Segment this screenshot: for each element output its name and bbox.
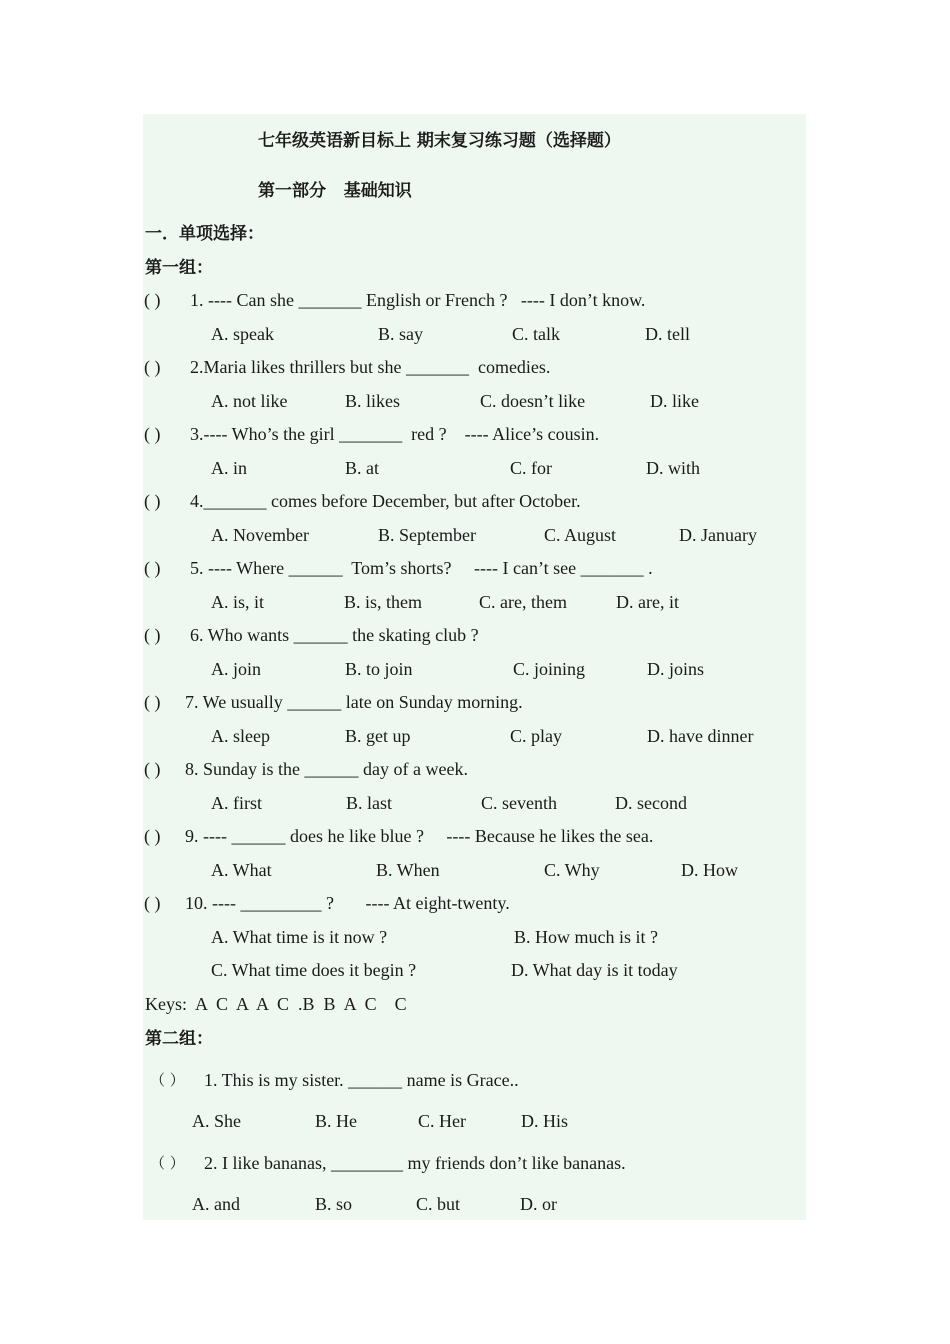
option-c: C. for bbox=[510, 458, 552, 478]
question-text: 5. ---- Where ______ Tom’s shorts? ---- I can’t see _______ . bbox=[190, 558, 653, 578]
answer-paren: （ ） bbox=[150, 1071, 185, 1089]
answer-paren: ( ) bbox=[144, 893, 161, 913]
option-a: A. first bbox=[211, 793, 262, 813]
option-b: B. get up bbox=[345, 726, 411, 746]
option-c: C. Her bbox=[418, 1111, 466, 1131]
option-a: A. join bbox=[211, 659, 262, 679]
answer-paren: ( ) bbox=[144, 826, 161, 846]
option-a: A. November bbox=[211, 525, 309, 545]
group1-label: 第一组： bbox=[145, 258, 213, 278]
question-text: 9. ---- ______ does he like blue ? ---- Because he likes the sea. bbox=[185, 826, 654, 846]
question-text: 3.---- Who’s the girl _______ red ? ---- Alice’s cousin. bbox=[190, 424, 600, 444]
option-a: A. sleep bbox=[211, 726, 270, 746]
option-b: B. is, them bbox=[344, 592, 423, 612]
option-a: A. What bbox=[211, 860, 272, 880]
option-c: C. Why bbox=[544, 860, 600, 880]
question-text: 1. This is my sister. ______ name is Grace.. bbox=[204, 1070, 519, 1090]
option-c: C. joining bbox=[513, 659, 586, 679]
option-a: A. in bbox=[211, 458, 247, 478]
answer-paren: ( ) bbox=[144, 558, 161, 578]
answer-paren: （ ） bbox=[150, 1154, 185, 1172]
document-title: 七年级英语新目标上 期末复习练习题（选择题） bbox=[258, 131, 621, 151]
question-text: 8. Sunday is the ______ day of a week. bbox=[185, 759, 468, 779]
option-c: C. seventh bbox=[481, 793, 557, 813]
option-c: C. play bbox=[510, 726, 562, 746]
option-d: D. tell bbox=[645, 324, 690, 344]
option-c: C. What time does it begin ? bbox=[211, 960, 417, 980]
option-b: B. at bbox=[345, 458, 379, 478]
option-a: A. She bbox=[192, 1111, 241, 1131]
option-d: D. How bbox=[681, 860, 738, 880]
option-d: D. are, it bbox=[616, 592, 679, 612]
answer-paren: ( ) bbox=[144, 357, 161, 377]
question-text: 2.Maria likes thrillers but she _______ comedies. bbox=[190, 357, 551, 377]
option-c: C. talk bbox=[512, 324, 560, 344]
option-d: D. with bbox=[646, 458, 700, 478]
option-d: D. joins bbox=[647, 659, 705, 679]
option-b: B. to join bbox=[345, 659, 413, 679]
question-text: 10. ---- _________ ? ---- At eight-twenty. bbox=[185, 893, 510, 913]
question-text: 4._______ comes before December, but after October. bbox=[190, 491, 581, 511]
answer-paren: ( ) bbox=[144, 290, 161, 310]
answer-keys: Keys: A C A A C .B B A C C bbox=[145, 994, 407, 1014]
answer-paren: ( ) bbox=[144, 759, 161, 779]
option-b: B. so bbox=[315, 1194, 353, 1214]
option-c: C. August bbox=[544, 525, 617, 545]
option-d: D. What day is it today bbox=[511, 960, 678, 980]
option-d: D. His bbox=[521, 1111, 569, 1131]
option-d: D. have dinner bbox=[647, 726, 754, 746]
option-b: B. likes bbox=[345, 391, 401, 411]
answer-paren: ( ) bbox=[144, 424, 161, 444]
option-b: B. When bbox=[376, 860, 440, 880]
option-d: D. like bbox=[650, 391, 699, 411]
question-text: 7. We usually ______ late on Sunday morning. bbox=[185, 692, 523, 712]
answer-paren: ( ) bbox=[144, 625, 161, 645]
answer-paren: ( ) bbox=[144, 692, 161, 712]
option-c: C. are, them bbox=[479, 592, 567, 612]
option-c: C. but bbox=[416, 1194, 461, 1214]
option-a: A. speak bbox=[211, 324, 274, 344]
option-a: A. What time is it now ? bbox=[211, 927, 388, 947]
section-heading: 一．单项选择： bbox=[145, 224, 264, 244]
option-b: B. How much is it ? bbox=[514, 927, 658, 947]
option-d: D. or bbox=[520, 1194, 557, 1214]
option-b: B. last bbox=[346, 793, 393, 813]
question-text: 2. I like bananas, ________ my friends don’t like bananas. bbox=[204, 1153, 626, 1173]
option-c: C. doesn’t like bbox=[480, 391, 586, 411]
group2-label: 第二组： bbox=[145, 1029, 213, 1049]
option-a: A. not like bbox=[211, 391, 288, 411]
part-heading: 第一部分 基础知识 bbox=[258, 181, 412, 201]
option-a: A. is, it bbox=[211, 592, 265, 612]
question-text: 1. ---- Can she _______ English or French ? ---- I don’t know. bbox=[190, 290, 646, 310]
option-d: D. second bbox=[615, 793, 687, 813]
option-d: D. January bbox=[679, 525, 757, 545]
option-a: A. and bbox=[192, 1194, 240, 1214]
question-text: 6. Who wants ______ the skating club ? bbox=[190, 625, 479, 645]
option-b: B. He bbox=[315, 1111, 357, 1131]
answer-paren: ( ) bbox=[144, 491, 161, 511]
option-b: B. say bbox=[378, 324, 423, 344]
option-b: B. September bbox=[378, 525, 476, 545]
